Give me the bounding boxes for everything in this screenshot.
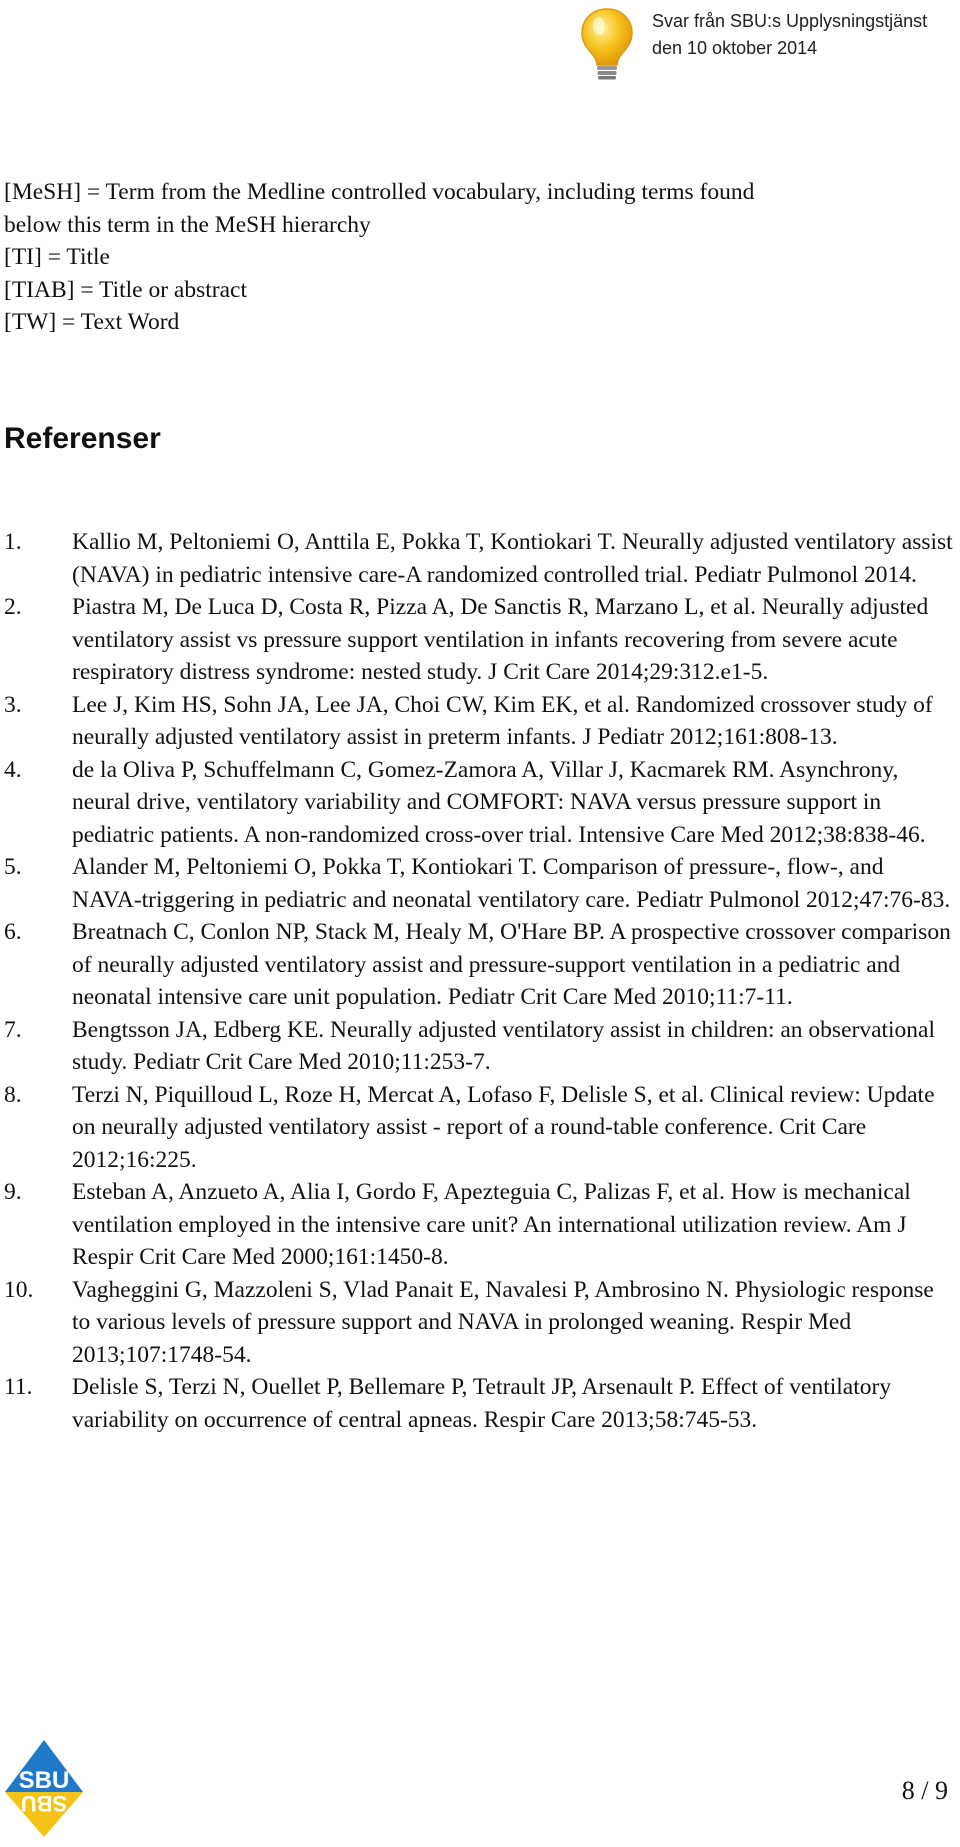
reference-text: Delisle S, Terzi N, Ouellet P, Bellemare P, Tetrault JP, Arsenault P. Effect of ventilatory variability on occurrence of central apneas. Respir Care 2013;58:745-53.	[72, 1374, 892, 1433]
abbreviation-line: below this term in the MeSH hierarchy	[4, 211, 371, 238]
reference-number: 9.	[4, 1179, 22, 1205]
reference-text: Kallio M, Peltoniemi O, Anttila E, Pokka T, Kontiokari T. Neurally adjusted ventilatory assist (NAVA) in pediatric intensive care-A randomized controlled trial. Pediatr Pulmonol 2014.	[72, 529, 953, 588]
reference-item	[4, 1014, 954, 1079]
reference-item	[4, 1079, 954, 1177]
reference-text: Esteban A, Anzueto A, Alia I, Gordo F, Apezteguia C, Palizas F, et al. How is mechanical ventilation employed in the intensive care unit? An international utilization review. Am J Respir Crit Care Med 2000;161:1450-8.	[72, 1179, 911, 1270]
reference-item	[4, 1176, 954, 1274]
reference-number: 4.	[4, 756, 22, 783]
lightbulb-icon	[577, 6, 637, 82]
sbu-logo	[2, 1736, 86, 1840]
reference-number: 2.	[4, 594, 22, 620]
reference-text: Bengtsson JA, Edberg KE. Neurally adjusted ventilatory assist in children: an observational study. Pediatr Crit Care Med 2010;11:253-7.	[72, 1016, 936, 1075]
reference-text: Lee J, Kim HS, Sohn JA, Lee JA, Choi CW, Kim EK, et al. Randomized crossover study of neurally adjusted ventilatory assist in preterm infants. J Pediatr 2012;161:808-13.	[72, 691, 933, 750]
reference-item	[4, 526, 954, 591]
reference-item	[4, 1274, 954, 1372]
reference-text: Vagheggini G, Mazzoleni S, Vlad Panait E, Navalesi P, Ambrosino N. Physiologic response to various levels of pressure support and NAVA in prolonged weaning. Respir Med 2013;107:1748-54.	[72, 1276, 934, 1368]
reference-text: de la Oliva P, Schuffelmann C, Gomez-Zamora A, Villar J, Kacmarek RM. Asynchrony, neural drive, ventilatory variability and COMFORT: NAVA versus pressure support in pediatric patients. A non-randomized cross-over trial. Intensive Care Med 2012;38:838-46.	[72, 756, 926, 848]
reference-number: 11.	[4, 1374, 33, 1400]
reference-number: 7.	[4, 1016, 22, 1043]
reference-text: Piastra M, De Luca D, Costa R, Pizza A, De Sanctis R, Marzano L, et al. Neurally adjusted ventilatory assist vs pressure support ventilation in infants recovering from severe acute respiratory distress syndrome: nested study. J Crit Care 2014;29:312.e1-5.	[72, 594, 929, 685]
reference-number: 10.	[4, 1276, 34, 1303]
reference-text: Alander M, Peltoniemi O, Pokka T, Kontiokari T. Comparison of pressure-, flow-, and NAVA-triggering in pediatric and neonatal ventilatory care. Pediatr Pulmonol 2012;47:76-83.	[72, 854, 951, 913]
reference-list	[4, 526, 954, 1436]
abbreviation-line: [MeSH] = Term from the Medline controlled vocabulary, including terms found	[4, 179, 755, 205]
reference-number: 8.	[4, 1081, 22, 1108]
abbreviation-line: [TW] = Text Word	[4, 309, 180, 335]
header-line-2: den 10 oktober 2014	[652, 38, 818, 58]
abbreviation-legend	[4, 176, 944, 339]
abbreviation-line: [TIAB] = Title or abstract	[4, 276, 247, 303]
references-heading: Referenser	[4, 422, 161, 455]
reference-item	[4, 754, 954, 852]
logo-text-top: SBU	[18, 1767, 70, 1794]
reference-item	[4, 689, 954, 754]
reference-item	[4, 591, 954, 689]
reference-text: Breatnach C, Conlon NP, Stack M, Healy M, O'Hare BP. A prospective crossover comparison of neurally adjusted ventilatory assist and pressure-support ventilation in a pediatric and neonatal intensive care unit population. Pediatr Crit Care Med 2010;11:7-11.	[72, 919, 951, 1010]
page-header	[0, 0, 960, 90]
reference-number: 6.	[4, 919, 22, 945]
reference-item	[4, 1371, 954, 1436]
reference-text: Terzi N, Piquilloud L, Roze H, Mercat A, Lofaso F, Delisle S, et al. Clinical review: Update on neurally adjusted ventilatory assist - report of a round-table conference. Crit Care 2012;16:225.	[72, 1081, 935, 1173]
reference-number: 3.	[4, 691, 22, 718]
logo-text-mirror: SBU	[20, 1791, 68, 1816]
abbreviation-line: [TI] = Title	[4, 244, 110, 270]
header-line-1: Svar från SBU:s Upplysningstjänst	[652, 11, 928, 31]
reference-number: 1.	[4, 529, 22, 555]
reference-number: 5.	[4, 854, 22, 880]
reference-item	[4, 916, 954, 1014]
header-text	[652, 8, 927, 62]
reference-item	[4, 851, 954, 916]
page-number: 8 / 9	[901, 1776, 948, 1805]
